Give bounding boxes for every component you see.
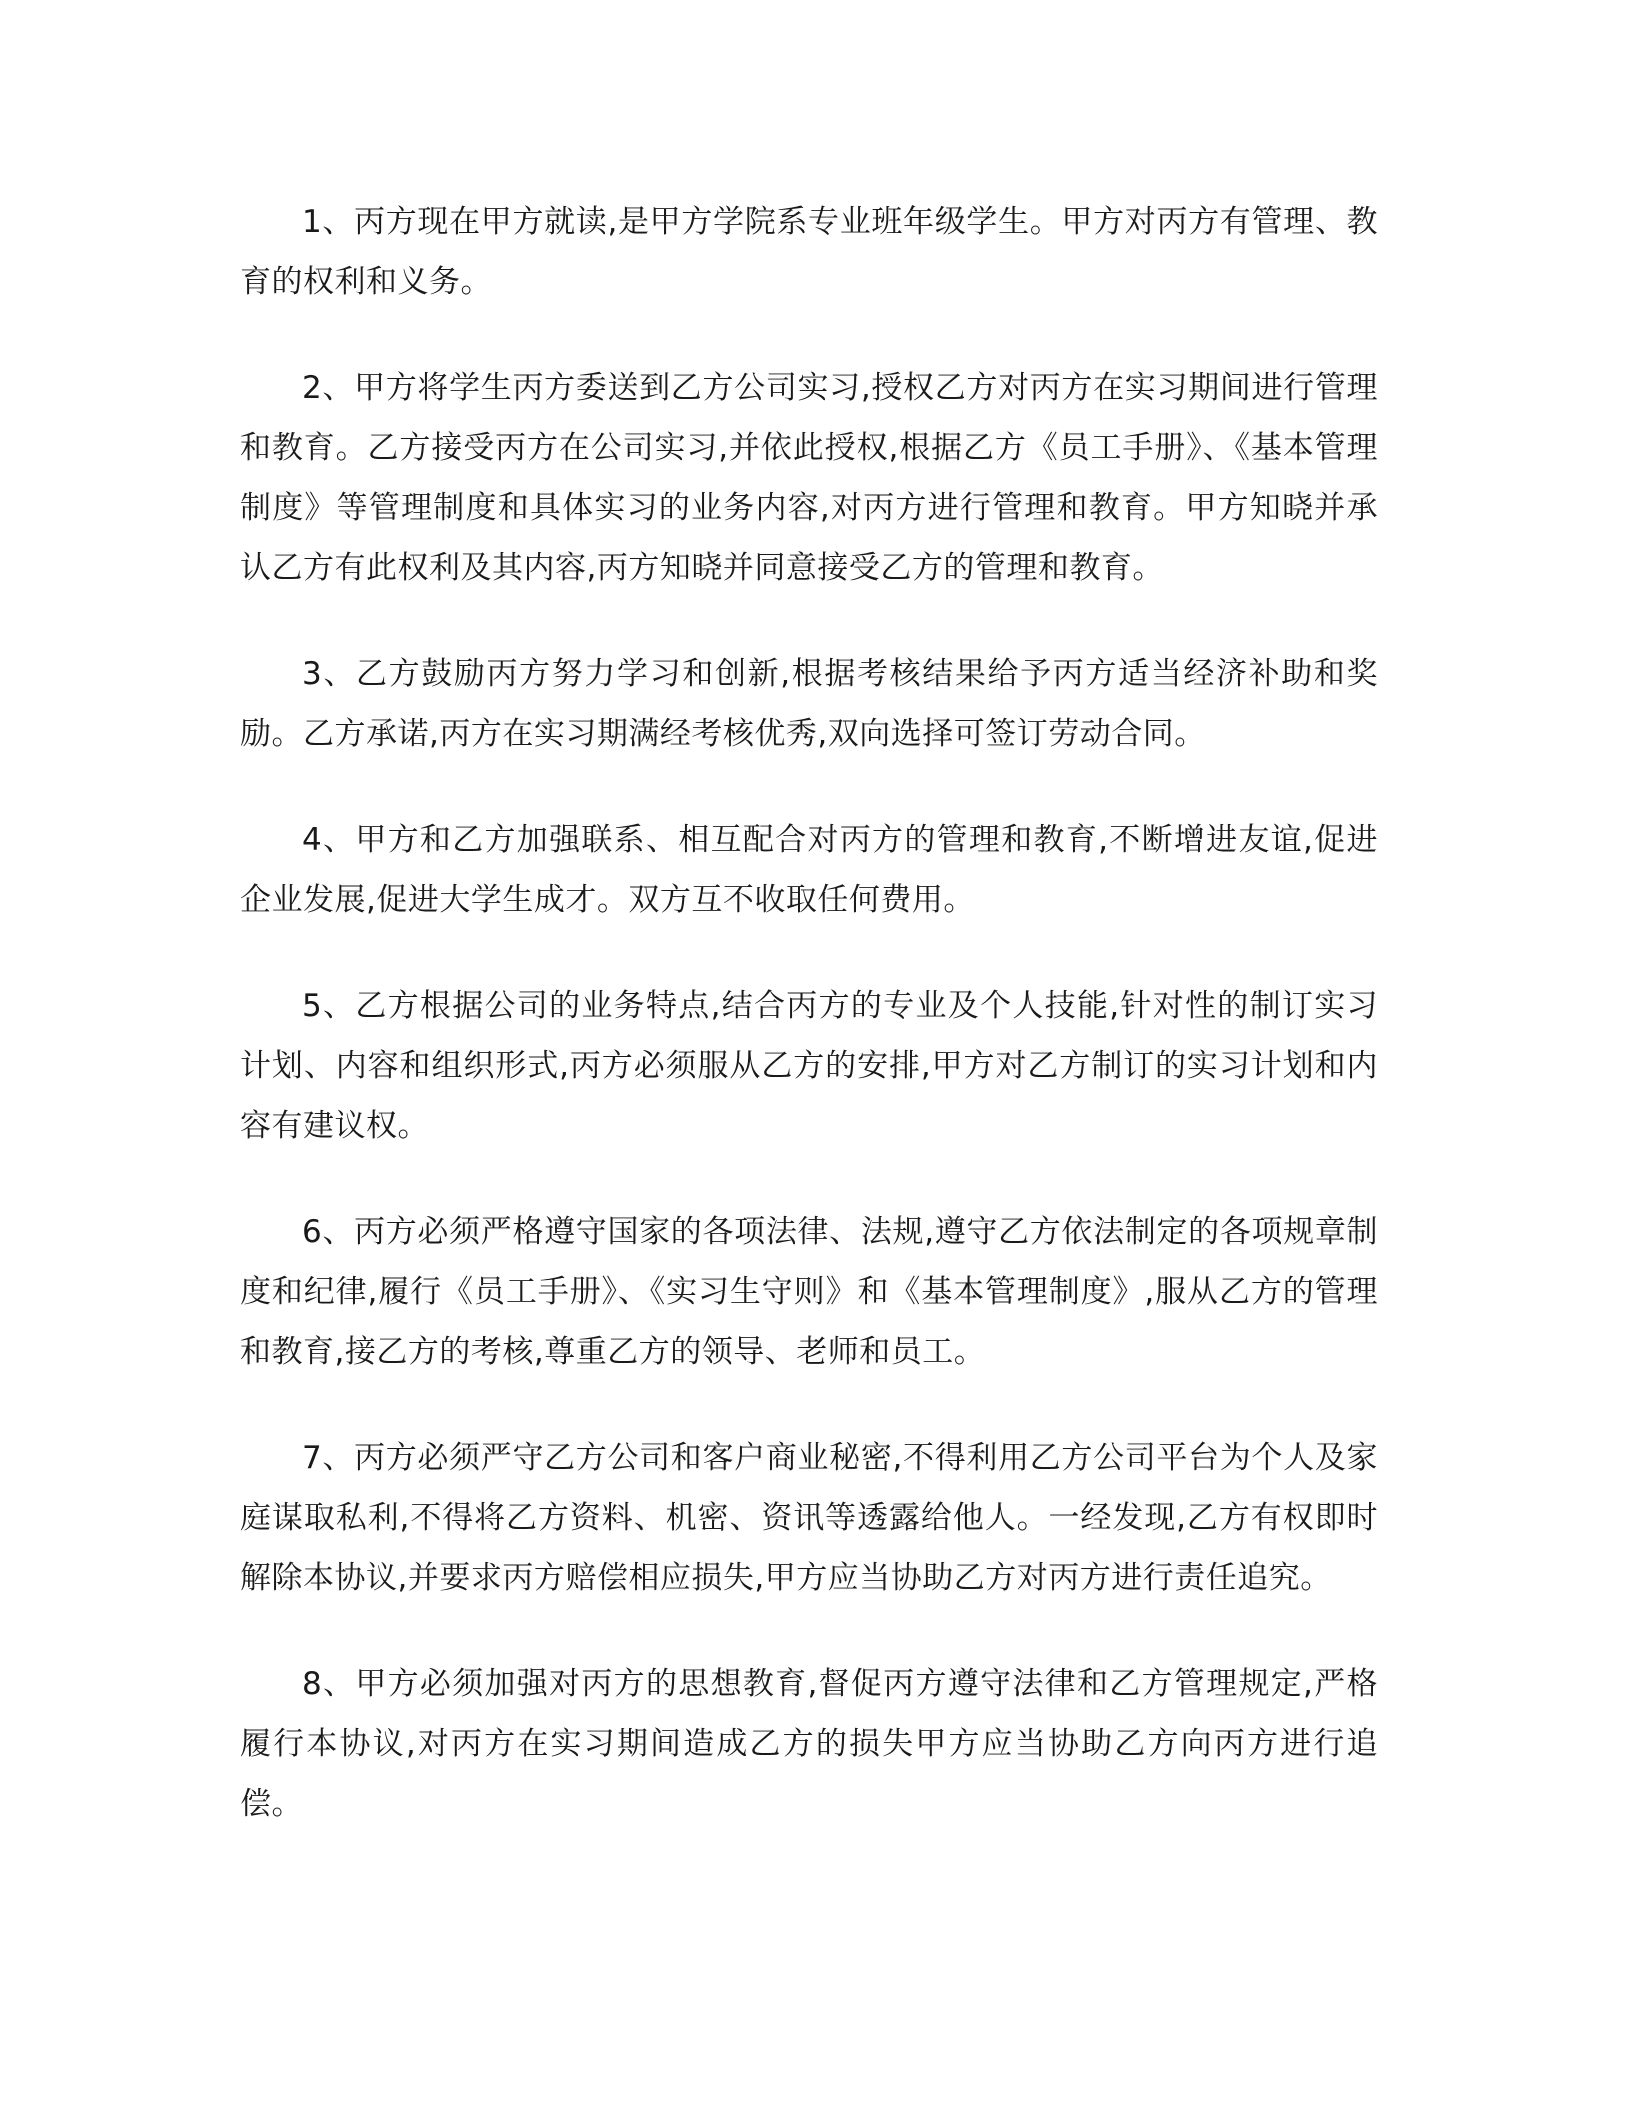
clause-5: 5、乙方根据公司的业务特点,结合丙方的专业及个人技能,针对性的制订实习计划、内容和组织形式,丙方必须服从乙方的安排,甲方对乙方制订的实习计划和内容有建议权。 <box>240 988 1378 1144</box>
document-body <box>240 192 1378 1880</box>
clause-8: 8、甲方必须加强对丙方的思想教育,督促丙方遵守法律和乙方管理规定,严格履行本协议,对丙方在实习期间造成乙方的损失甲方应当协助乙方向丙方进行追偿。 <box>240 1666 1378 1822</box>
clause-2: 2、甲方将学生丙方委送到乙方公司实习,授权乙方对丙方在实习期间进行管理和教育。乙方接受丙方在公司实习,并依此授权,根据乙方《员工手册》、《基本管理制度》等管理制度和具体实习的业务内容,对丙方进行管理和教育。甲方知晓并承认乙方有此权利及其内容,丙方知晓并同意接受乙方的管理和教育。 <box>240 370 1378 586</box>
clause-3: 3、乙方鼓励丙方努力学习和创新,根据考核结果给予丙方适当经济补助和奖励。乙方承诺,丙方在实习期满经考核优秀,双向选择可签订劳动合同。 <box>240 656 1378 752</box>
clause-7: 7、丙方必须严守乙方公司和客户商业秘密,不得利用乙方公司平台为个人及家庭谋取私利,不得将乙方资料、机密、资讯等透露给他人。一经发现,乙方有权即时解除本协议,并要求丙方赔偿相应损失,甲方应当协助乙方对丙方进行责任追究。 <box>240 1440 1378 1596</box>
clause-1: 1、丙方现在甲方就读,是甲方学院系专业班年级学生。甲方对丙方有管理、教育的权利和义务。 <box>240 204 1378 300</box>
clause-4: 4、甲方和乙方加强联系、相互配合对丙方的管理和教育,不断增进友谊,促进企业发展,促进大学生成才。双方互不收取任何费用。 <box>240 822 1378 918</box>
clause-6: 6、丙方必须严格遵守国家的各项法律、法规,遵守乙方依法制定的各项规章制度和纪律,履行《员工手册》、《实习生守则》和《基本管理制度》,服从乙方的管理和教育,接乙方的考核,尊重乙方的领导、老师和员工。 <box>240 1214 1378 1370</box>
